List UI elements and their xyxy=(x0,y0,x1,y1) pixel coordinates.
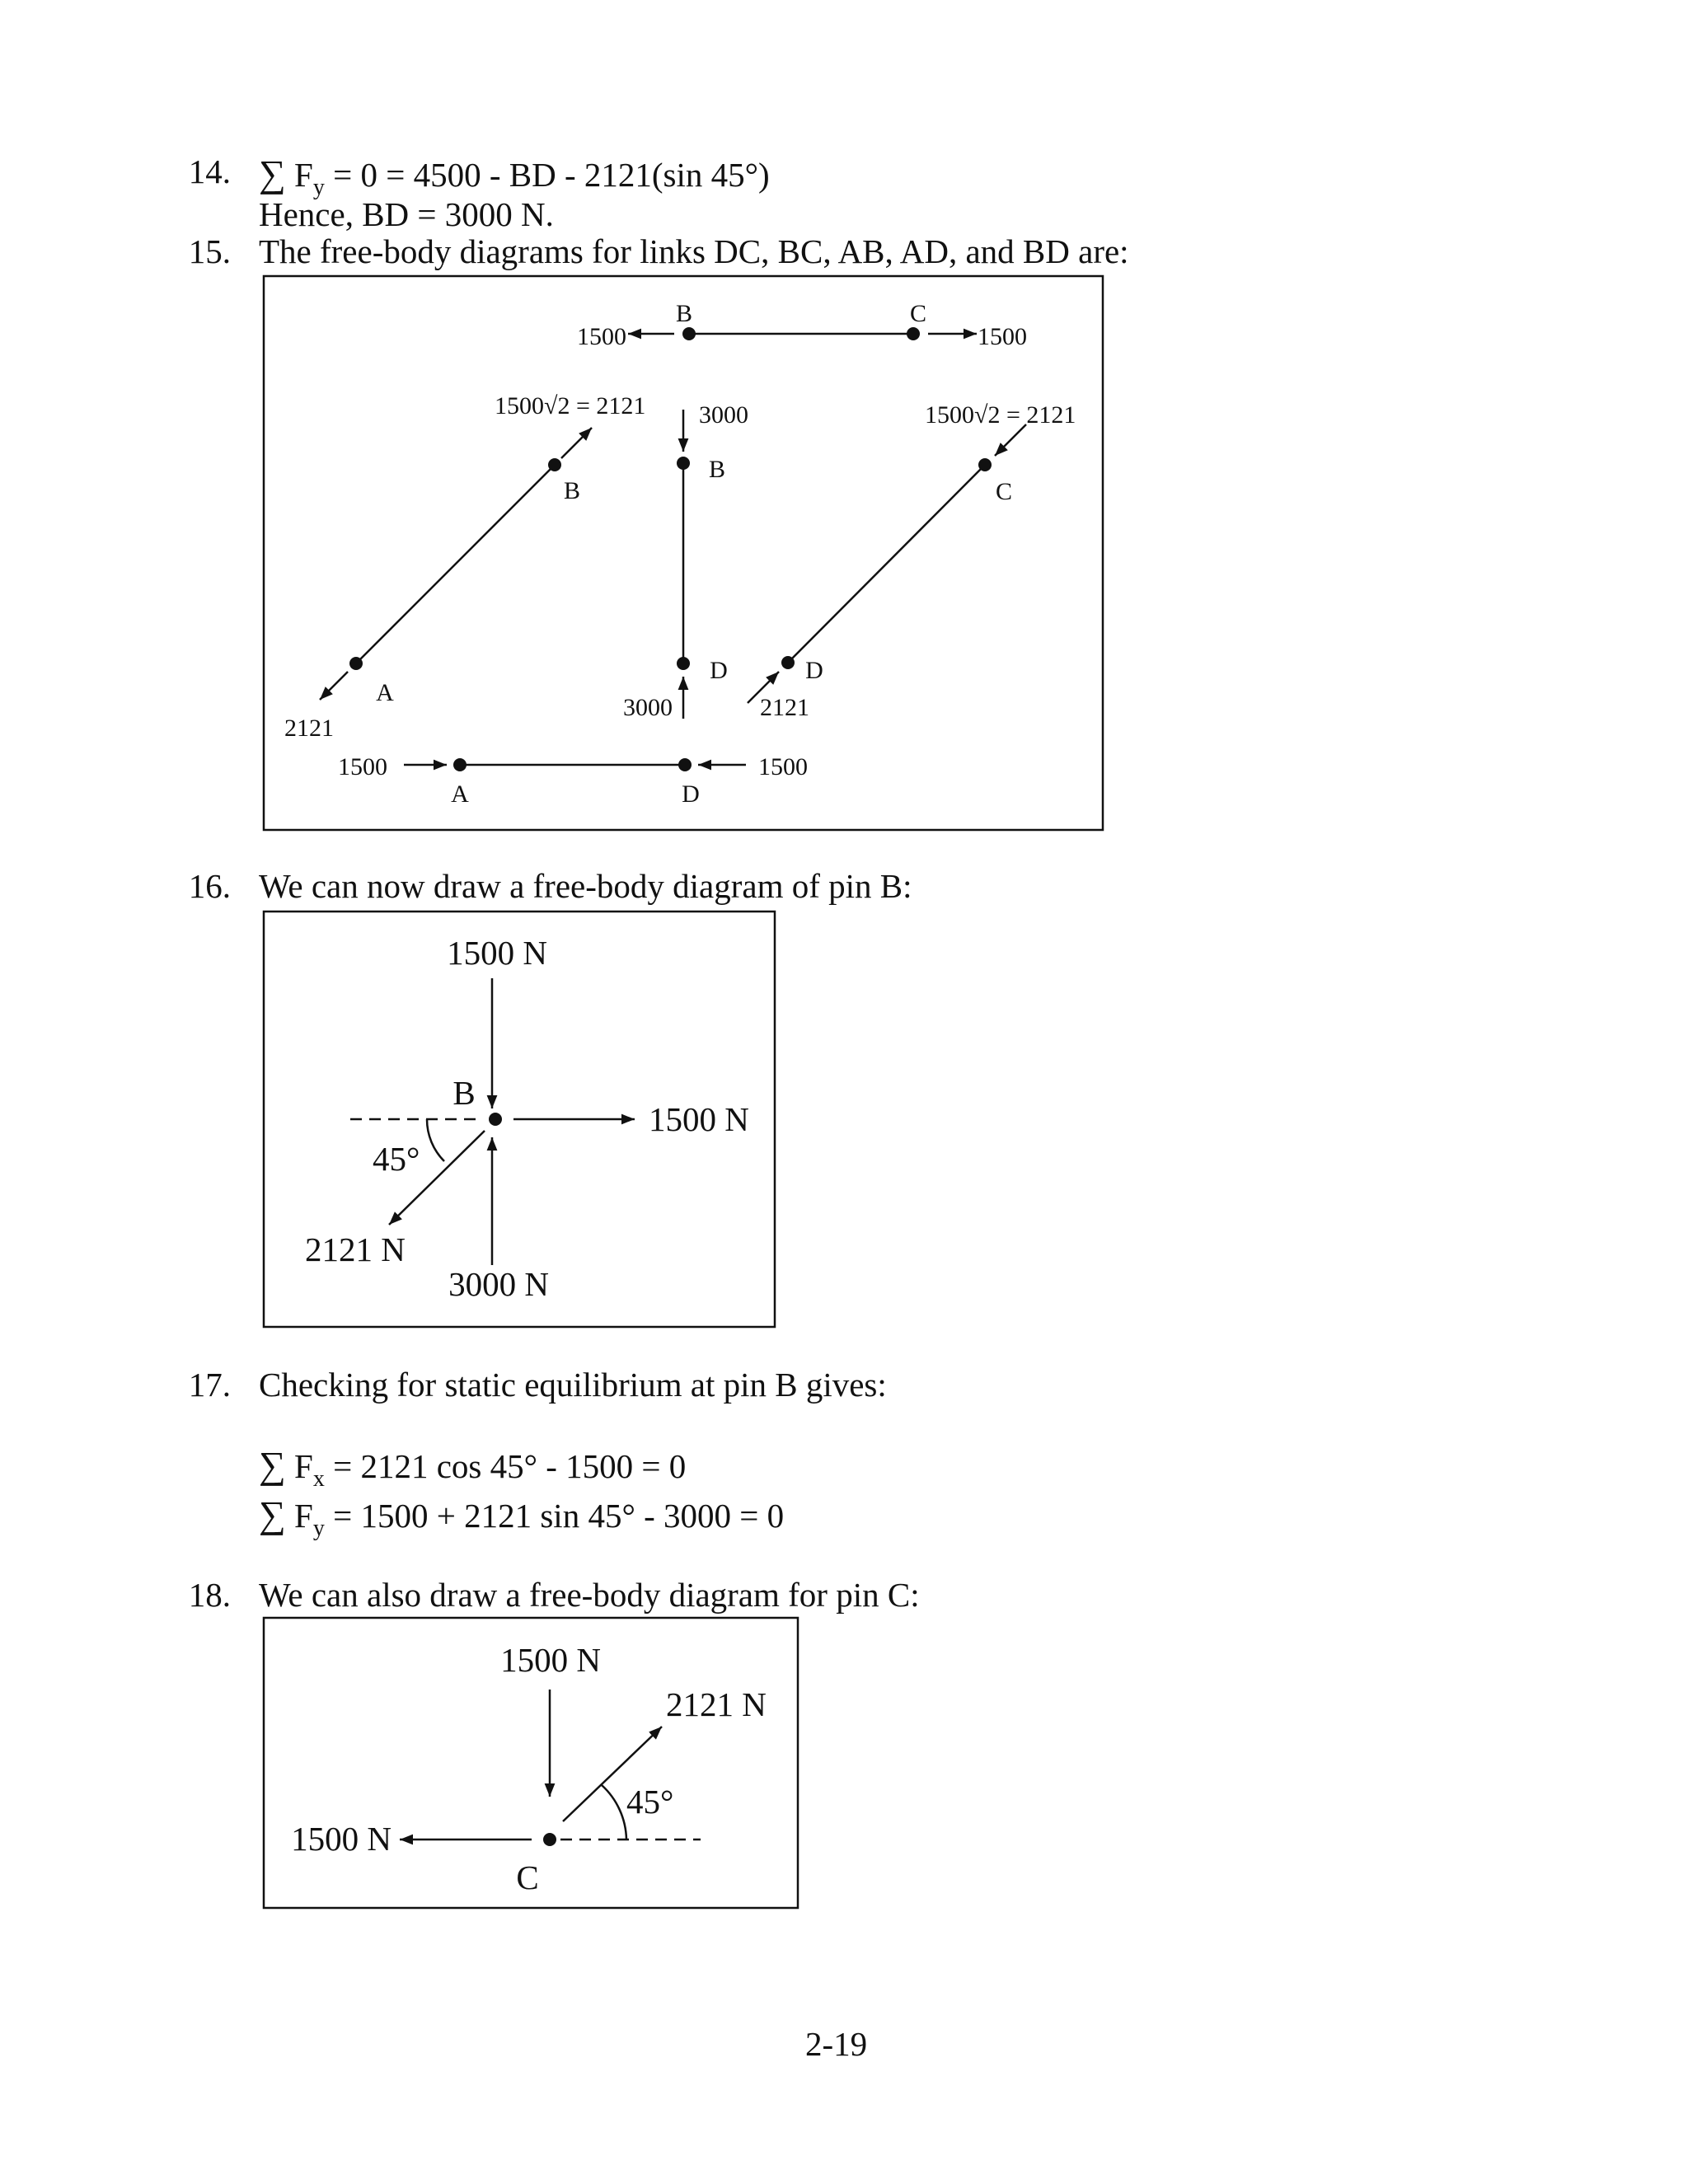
link-bc-right-force: 1500 xyxy=(978,323,1027,350)
link-dc-top-force: 1500√2 = 2121 xyxy=(925,401,1076,429)
equation-rest: = 0 = 4500 - BD - 2121(sin 45°) xyxy=(324,156,770,194)
step-17-number: 17. xyxy=(188,1366,231,1404)
link-dc-label-c: C xyxy=(995,478,1013,505)
sigma-symbol: ∑ xyxy=(259,152,286,194)
pin-b-angle-label: 45° xyxy=(373,1140,420,1178)
page-number: 2-19 xyxy=(805,2025,868,2063)
step-14-number: 14. xyxy=(188,152,231,190)
pin-b-bottom-load-label: 3000 N xyxy=(448,1265,549,1303)
link-ad-label-a: A xyxy=(451,780,469,808)
force-variable: F xyxy=(294,156,313,194)
force-subscript: x xyxy=(312,1466,325,1492)
link-bc-label-b: B xyxy=(675,300,693,327)
link-ab-top-force: 1500√2 = 2121 xyxy=(495,392,646,419)
link-ad-right-force: 1500 xyxy=(758,753,808,780)
step-16-number: 16. xyxy=(188,867,231,905)
pin-c-diag-load-label: 2121 N xyxy=(666,1685,767,1723)
equation-rest: = 1500 + 2121 sin 45° - 3000 = 0 xyxy=(324,1497,785,1535)
link-ab-label-a: A xyxy=(376,679,394,706)
step-18-text: We can also draw a free-body diagram for pin C: xyxy=(259,1576,920,1614)
step-18-number: 18. xyxy=(188,1576,231,1614)
pin-c-top-load-label: 1500 N xyxy=(500,1641,601,1679)
step-17-text: Checking for static equilibrium at pin B gives: xyxy=(259,1366,887,1404)
link-ad-label-d: D xyxy=(682,780,700,808)
step-16-text: We can now draw a free-body diagram of pin B: xyxy=(259,867,912,905)
link-ab-bottom-force: 2121 xyxy=(284,715,334,742)
link-dc-bottom-force: 2121 xyxy=(760,694,809,721)
link-bc-label-c: C xyxy=(909,300,927,327)
pin-c-angle-arc xyxy=(602,1785,626,1840)
force-variable: F xyxy=(294,1497,313,1535)
link-bc-left-force: 1500 xyxy=(577,323,626,350)
pin-b-diag-load-label: 2121 N xyxy=(305,1230,406,1268)
sigma-symbol: ∑ xyxy=(259,1444,286,1486)
link-ad-left-force: 1500 xyxy=(338,753,387,780)
link-bd-label-b: B xyxy=(708,456,726,483)
step-15-number: 15. xyxy=(188,232,231,270)
link-bd-bottom-force: 3000 xyxy=(623,694,673,721)
link-ab-label-b: B xyxy=(563,477,581,504)
pin-b-label: B xyxy=(452,1074,476,1112)
sigma-symbol: ∑ xyxy=(259,1493,286,1535)
link-bd-top-force: 3000 xyxy=(699,401,748,429)
step-14-result: Hence, BD = 3000 N. xyxy=(259,195,554,233)
pin-b-top-load-label: 1500 N xyxy=(447,934,547,972)
link-bd-label-d: D xyxy=(710,657,728,684)
pin-c-label: C xyxy=(516,1858,539,1896)
pin-c-left-load-label: 1500 N xyxy=(291,1820,392,1858)
equation-rest: = 2121 cos 45° - 1500 = 0 xyxy=(324,1447,687,1485)
pin-c-angle-label: 45° xyxy=(626,1783,674,1821)
force-subscript: y xyxy=(312,175,325,200)
force-variable: F xyxy=(294,1447,313,1485)
force-subscript: y xyxy=(312,1516,325,1541)
step-15-text: The free-body diagrams for links DC, BC, AB, AD, and BD are: xyxy=(259,232,1129,270)
link-dc-label-d: D xyxy=(805,657,823,684)
pin-b-right-load-label: 1500 N xyxy=(649,1100,749,1138)
pin-c-dot xyxy=(543,1833,556,1846)
